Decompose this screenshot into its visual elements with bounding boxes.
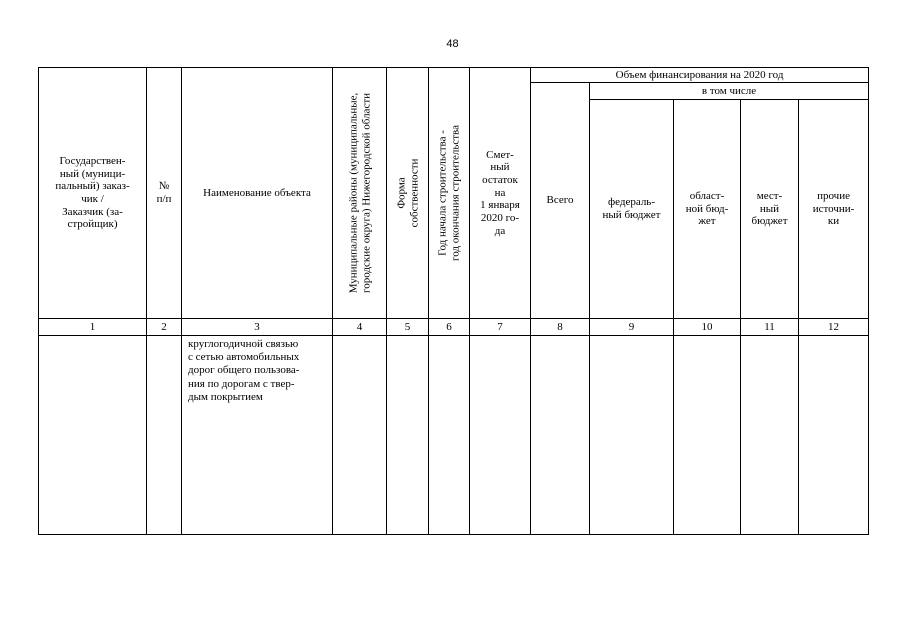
cell-districts [333,336,387,535]
header-customer-text: Государствен- ный (муници- пальный) заказ- чик / Заказчик (за- стройщик) [55,155,130,231]
header-number: № п/п [147,68,182,319]
cell-ownership [387,336,429,535]
financing-table [38,67,869,535]
header-including: в том числе [590,83,869,100]
cell-estimate [470,336,531,535]
column-number: 2 [147,319,182,336]
header-districts: Муниципальные районы (муниципальные, городские округа) Нижегородской области [333,68,387,319]
cell-object-name: круглогодичной связью с сетью автомобильных дорог общего пользова- ния по дорогам с твер- дым покрытием [182,336,333,535]
header-estimate: Смет- ный остаток на 1 января 2020 го- да [470,68,531,319]
column-number: 8 [531,319,590,336]
column-number: 11 [741,319,799,336]
column-number: 12 [799,319,869,336]
header-regional: област- ной бюд- жет [674,100,741,319]
cell-customer [39,336,147,535]
cell-other [799,336,869,535]
header-object-name: Наименование объекта [182,68,333,319]
column-number: 6 [429,319,470,336]
header-federal: федераль- ный бюджет [590,100,674,319]
cell-number [147,336,182,535]
header-customer [39,68,147,319]
table-row [39,336,869,535]
column-numbers-row [39,319,869,336]
column-number: 10 [674,319,741,336]
header-ownership: Форма собственности [387,68,429,319]
page-number: 48 [446,38,459,50]
cell-years [429,336,470,535]
column-number: 5 [387,319,429,336]
header-local: мест- ный бюджет [741,100,799,319]
header-total: Всего [531,83,590,319]
cell-local [741,336,799,535]
column-number: 1 [39,319,147,336]
cell-total [531,336,590,535]
cell-federal [590,336,674,535]
column-number: 9 [590,319,674,336]
column-number: 4 [333,319,387,336]
header-years: Год начала строительства - год окончания строительства [429,68,470,319]
cell-regional [674,336,741,535]
header-other: прочие источни- ки [799,100,869,319]
header-financing-title: Объем финансирования на 2020 год [531,68,869,83]
column-number: 7 [470,319,531,336]
column-number: 3 [182,319,333,336]
